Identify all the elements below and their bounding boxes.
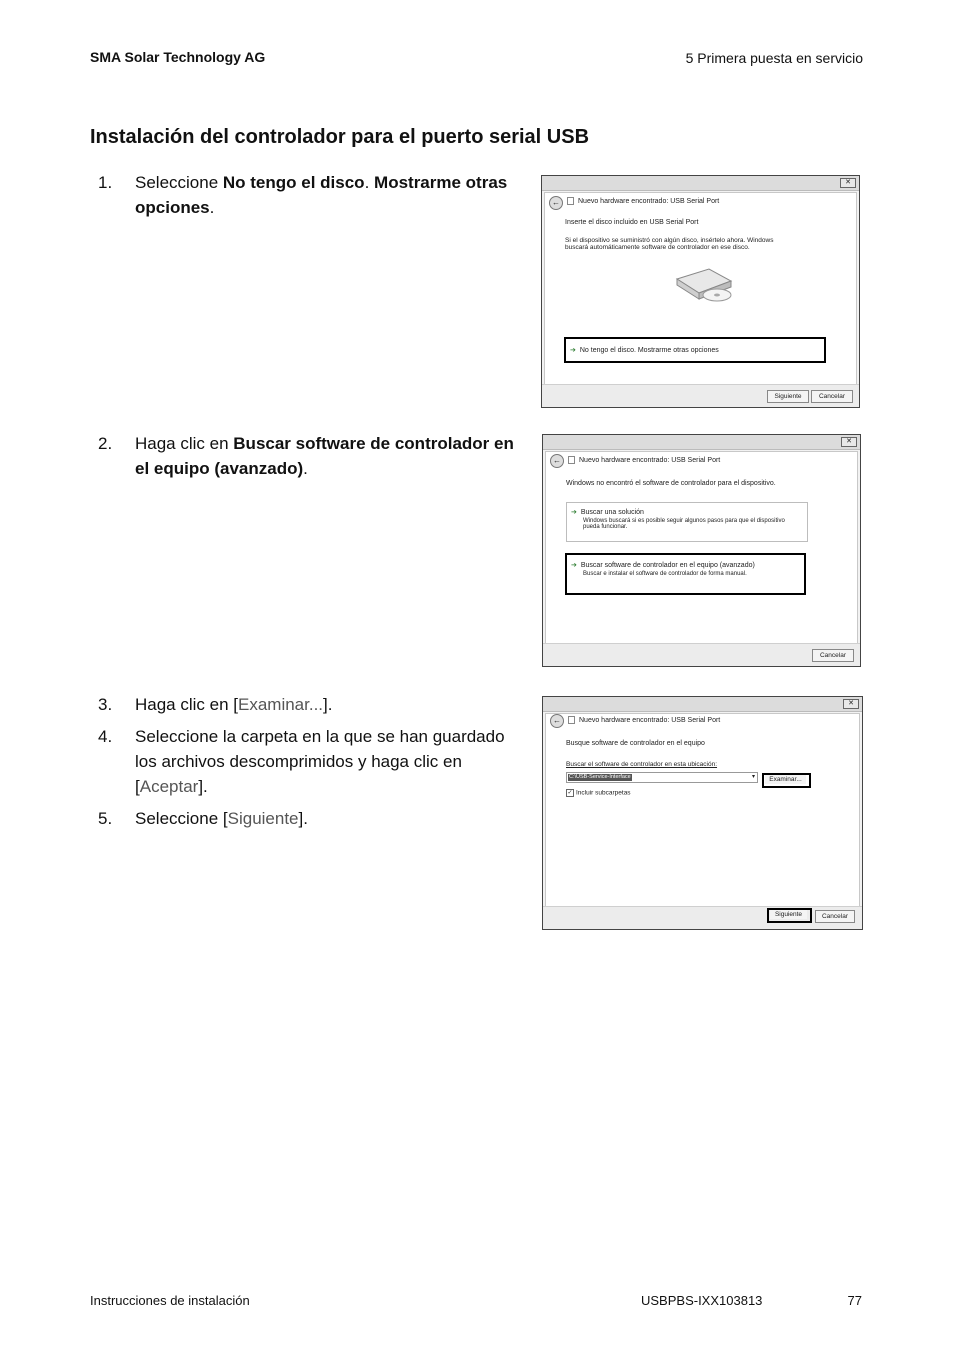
arrow-right-icon: ➔ [571, 562, 577, 569]
step-1: 1. Seleccione No tengo el disco. Mostrarme otras opciones. [98, 173, 508, 217]
step-4-ui-label: Aceptar [139, 777, 199, 796]
window-title: Nuevo hardware encontrado: USB Serial Port [579, 716, 721, 724]
step-2: 2. Haga clic en Buscar software de controlador en el equipo (avanzado). [98, 434, 514, 478]
footer-doc-code: USBPBS-IXX103813 [641, 1293, 763, 1308]
window-title: Nuevo hardware encontrado: USB Serial Port [578, 197, 720, 205]
next-button[interactable]: Siguiente [767, 390, 809, 403]
step-3-ui-label: Examinar... [238, 695, 324, 714]
cancel-button[interactable]: Cancelar [815, 910, 855, 923]
dialog-heading: Busque software de controlador en el equipo [566, 740, 705, 747]
close-icon[interactable]: ✕ [843, 699, 859, 709]
dialog-titlebar [543, 697, 862, 712]
step-1-bold-1: No tengo el disco [222, 173, 365, 192]
close-icon[interactable]: ✕ [840, 178, 856, 188]
back-arrow-icon[interactable]: ← [550, 714, 564, 728]
step-5: 5. Seleccione [Siguiente]. [98, 809, 308, 828]
step-4: 4. Seleccione la carpeta en la que se han guardado los archivos descomprimidos y haga clic en [Aceptar]. [98, 727, 505, 796]
next-button[interactable]: Siguiente [770, 910, 807, 919]
dialog-heading: Inserte el disco incluido en USB Serial Port [565, 219, 699, 226]
step-3: 3. Haga clic en [Examinar...]. [98, 695, 333, 714]
arrow-right-icon: ➔ [570, 347, 576, 354]
window-title: Nuevo hardware encontrado: USB Serial Port [579, 456, 721, 464]
cancel-button[interactable]: Cancelar [811, 390, 853, 403]
dialog-heading: Windows no encontró el software de controlador para el dispositivo. [566, 480, 776, 487]
option-find-solution[interactable]: ➔ Buscar una solución Windows buscará si es posible seguir algunos pasos para que el dispositivo pueda funcionar. [566, 502, 808, 542]
back-arrow-icon[interactable]: ← [550, 454, 564, 468]
next-highlight [767, 908, 812, 923]
close-icon[interactable]: ✕ [841, 437, 857, 447]
step-2-bold: Buscar software de controlador en el equipo (avanzado) [135, 434, 514, 478]
dialog-browse-driver [542, 696, 863, 930]
location-label: Buscar el software de controlador en esta ubicación: [566, 761, 718, 768]
hardware-icon [568, 716, 575, 724]
section-title: Instalación del controlador para el puerto serial USB [90, 126, 590, 148]
page-number: 77 [847, 1293, 862, 1308]
chapter-title: 5 Primera puesta en servicio [685, 50, 863, 66]
dialog-body: Si el dispositivo se suministró con algún disco, insértelo ahora. Windows buscará automáticamente software de controlador en ese disco. [565, 237, 774, 251]
dialog-titlebar [543, 435, 860, 450]
company-name: SMA Solar Technology AG [90, 49, 266, 65]
hardware-icon [567, 197, 574, 205]
dialog-titlebar [542, 176, 859, 191]
step-1-bold-2: Mostrarme otras opciones [135, 173, 508, 217]
dialog-no-disk [541, 175, 860, 408]
cancel-button[interactable]: Cancelar [812, 649, 854, 662]
arrow-right-icon: ➔ [571, 509, 577, 516]
location-combo[interactable] [566, 772, 758, 783]
include-subfolders[interactable]: ✓ Incluir subcarpetas [567, 789, 631, 797]
footer-doc-type: Instrucciones de instalación [90, 1293, 250, 1308]
browse-button[interactable]: Examinar... [765, 775, 806, 784]
hardware-icon [568, 456, 575, 464]
location-path: C:\USB-Service-Interface [569, 774, 631, 780]
browse-highlight [762, 773, 811, 788]
disc-drive-icon [673, 265, 735, 305]
option-no-disk[interactable]: ➔ No tengo el disco. Mostrarme otras opciones [564, 337, 826, 363]
back-arrow-icon[interactable]: ← [549, 196, 563, 210]
chevron-down-icon[interactable]: ▾ [751, 774, 755, 780]
dialog-driver-not-found [542, 434, 861, 667]
checkbox-checked-icon[interactable]: ✓ [567, 790, 573, 796]
option-browse-computer[interactable]: ➔ Buscar software de controlador en el equipo (avanzado) Buscar e instalar el software de controlador de forma manual. [565, 553, 806, 595]
step-5-ui-label: Siguiente [227, 809, 299, 828]
